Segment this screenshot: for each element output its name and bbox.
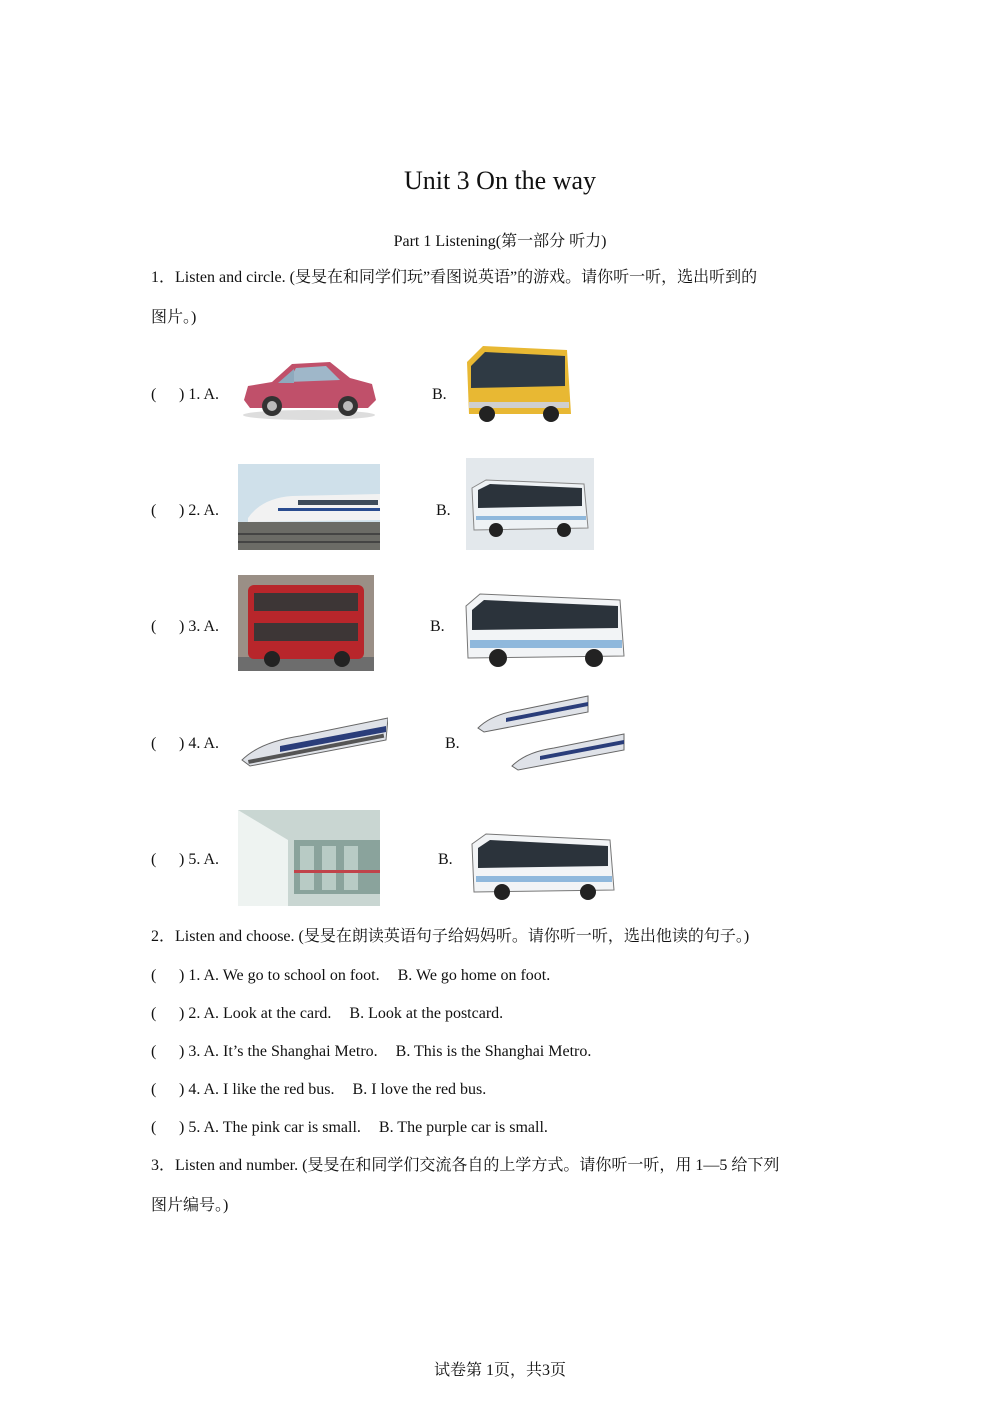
answer-paren-close: ) xyxy=(179,1005,185,1022)
answer-paren-close: ) xyxy=(179,618,185,635)
answer-paren-open: ( xyxy=(151,1005,157,1022)
answer-paren-open: ( xyxy=(151,1043,157,1060)
red-double-decker-bus-image xyxy=(238,575,374,671)
section3-heading-line2: 图片编号。) xyxy=(151,1197,229,1214)
question-2-2 xyxy=(151,1005,503,1023)
city-bus-image xyxy=(468,830,616,904)
part-heading: Part 1 Listening(第一部分 听力) xyxy=(393,233,607,250)
answer-paren-close: ) xyxy=(179,1119,185,1136)
option-b: B. We go home on foot. xyxy=(397,967,551,984)
section1-heading-line2: 图片。) xyxy=(151,309,197,326)
answer-paren-open: ( xyxy=(151,502,157,519)
section2-heading: 2．Listen and choose. (旻旻在朗读英语句子给妈妈听。请你听一听，选出他读的句子。) xyxy=(151,928,750,945)
option-b-label: B. xyxy=(438,851,453,868)
answer-paren-open: ( xyxy=(151,386,157,403)
option-b: B. Look at the postcard. xyxy=(349,1005,504,1022)
question-2-5 xyxy=(151,1119,548,1137)
section1-heading-line1: 1．Listen and circle. (旻旻在和同学们玩”看图说英语”的游戏。请你听一听，选出听到的 xyxy=(151,269,758,286)
question-label: 1. A. xyxy=(188,386,219,403)
option-b: B. This is the Shanghai Metro. xyxy=(395,1043,592,1060)
option-b-label: B. xyxy=(430,618,445,635)
metro-station-image xyxy=(238,810,380,906)
yellow-bus-image xyxy=(463,342,575,424)
question-label: 2. A. xyxy=(188,502,219,519)
option-a: 2. A. Look at the card. xyxy=(188,1005,332,1022)
section3-heading-line1: 3．Listen and number. (旻旻在和同学们交流各自的上学方式。请你听一听，用 1—5 给下列 xyxy=(151,1157,780,1174)
answer-paren-close: ) xyxy=(179,735,185,752)
page-title: Unit 3 On the way xyxy=(403,166,597,195)
answer-paren-close: ) xyxy=(179,386,185,403)
question-1-2 xyxy=(151,502,219,520)
answer-paren-open: ( xyxy=(151,735,157,752)
section1-heading xyxy=(151,258,851,338)
answer-paren-close: ) xyxy=(179,967,185,984)
page-footer: 试卷第 1页，共3页 xyxy=(433,1362,566,1379)
option-a: 3. A. It’s the Shanghai Metro. xyxy=(188,1043,378,1060)
one-bullet-train-image xyxy=(240,712,388,770)
option-b-label: B. xyxy=(436,502,451,519)
answer-paren-open: ( xyxy=(151,618,157,635)
question-label: 5. A. xyxy=(188,851,219,868)
question-1-1 xyxy=(151,386,219,404)
question-1-4 xyxy=(151,735,219,753)
question-label: 3. A. xyxy=(188,618,219,635)
high-speed-train-image xyxy=(238,464,380,550)
answer-paren-open: ( xyxy=(151,1081,157,1098)
answer-paren-open: ( xyxy=(151,851,157,868)
question-1-5 xyxy=(151,851,219,869)
city-bus-image xyxy=(466,458,594,550)
blue-stripe-bus-image xyxy=(462,590,626,672)
question-2-3 xyxy=(151,1043,591,1061)
question-label: 4. A. xyxy=(188,735,219,752)
option-a: 4. A. I like the red bus. xyxy=(188,1081,335,1098)
option-b: B. The purple car is small. xyxy=(378,1119,548,1136)
question-2-4 xyxy=(151,1081,486,1099)
answer-paren-open: ( xyxy=(151,967,157,984)
answer-paren-close: ) xyxy=(179,851,185,868)
section3-heading xyxy=(151,1146,851,1226)
question-1-3 xyxy=(151,618,219,636)
option-b-label: B. xyxy=(445,735,460,752)
option-b-label: B. xyxy=(432,386,447,403)
two-bullet-trains-image xyxy=(476,692,626,772)
option-b: B. I love the red bus. xyxy=(352,1081,487,1098)
option-a: 5. A. The pink car is small. xyxy=(188,1119,361,1136)
answer-paren-close: ) xyxy=(179,502,185,519)
pink-car-image xyxy=(238,352,380,422)
answer-paren-close: ) xyxy=(179,1043,185,1060)
answer-paren-close: ) xyxy=(179,1081,185,1098)
option-a: 1. A. We go to school on foot. xyxy=(188,967,380,984)
question-2-1 xyxy=(151,967,550,985)
answer-paren-open: ( xyxy=(151,1119,157,1136)
